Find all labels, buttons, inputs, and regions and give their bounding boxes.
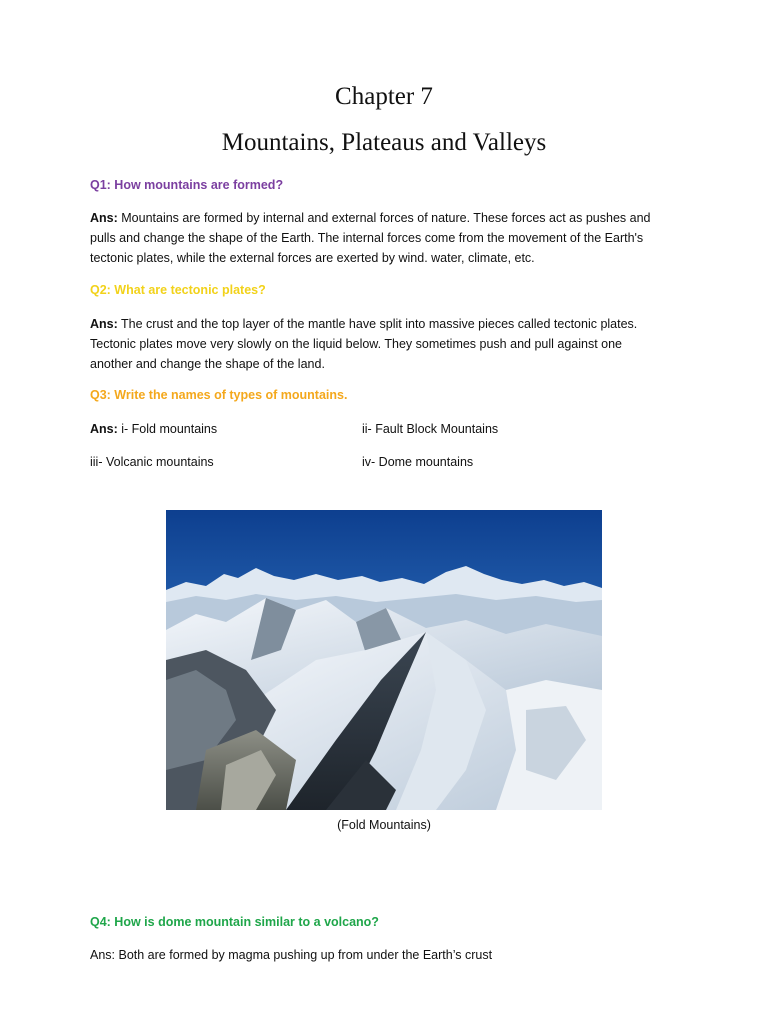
question-3: Q3: Write the names of types of mountains. (90, 388, 348, 402)
answer-1-line-2: pulls and change the shape of the Earth. The internal forces come from the movement of the Earth's (90, 231, 644, 245)
mountain-type-4: iv- Dome mountains (362, 455, 474, 469)
answer-2-line-1: The crust and the top layer of the mantle have split into massive pieces called tectonic plates. (117, 317, 638, 331)
answer-4-text: Both are formed by magma pushing up from under the Earth’s crust (115, 948, 493, 962)
answer-2-line-3: another and change the shape of the land. (90, 357, 325, 371)
question-4: Q4: How is dome mountain similar to a volcano? (90, 915, 379, 929)
mountain-type-2: ii- Fault Block Mountains (362, 422, 499, 436)
answer-1 (90, 208, 670, 268)
question-1: Q1: How mountains are formed? (90, 178, 284, 192)
answer-4 (90, 945, 670, 965)
answer-1-line-1: Mountains are formed by internal and external forces of nature. These forces act as pushes and (117, 211, 651, 225)
figure-caption: (Fold Mountains) (337, 818, 431, 832)
mountain-type-1 (90, 421, 217, 437)
question-2: Q2: What are tectonic plates? (90, 283, 266, 297)
mountain-type-1-text: i- Fold mountains (117, 422, 218, 436)
chapter-subtitle: Mountains, Plateaus and Valleys (221, 129, 547, 156)
answer-2-label: Ans: (90, 317, 118, 331)
mountain-type-3: iii- Volcanic mountains (90, 455, 214, 469)
mountain-photo-icon (166, 510, 602, 810)
answer-2 (90, 314, 670, 374)
answer-1-line-3: tectonic plates, while the external forces are exerted by wind. water, climate, etc. (90, 251, 535, 265)
chapter-title: Chapter 7 (335, 83, 433, 110)
fold-mountains-photo (166, 510, 602, 810)
answer-3-label: Ans: (90, 422, 118, 436)
answer-4-label: Ans: (90, 948, 116, 962)
answer-1-label: Ans: (90, 211, 118, 225)
answer-2-line-2: Tectonic plates move very slowly on the liquid below. They sometimes push and pull against one (90, 337, 623, 351)
